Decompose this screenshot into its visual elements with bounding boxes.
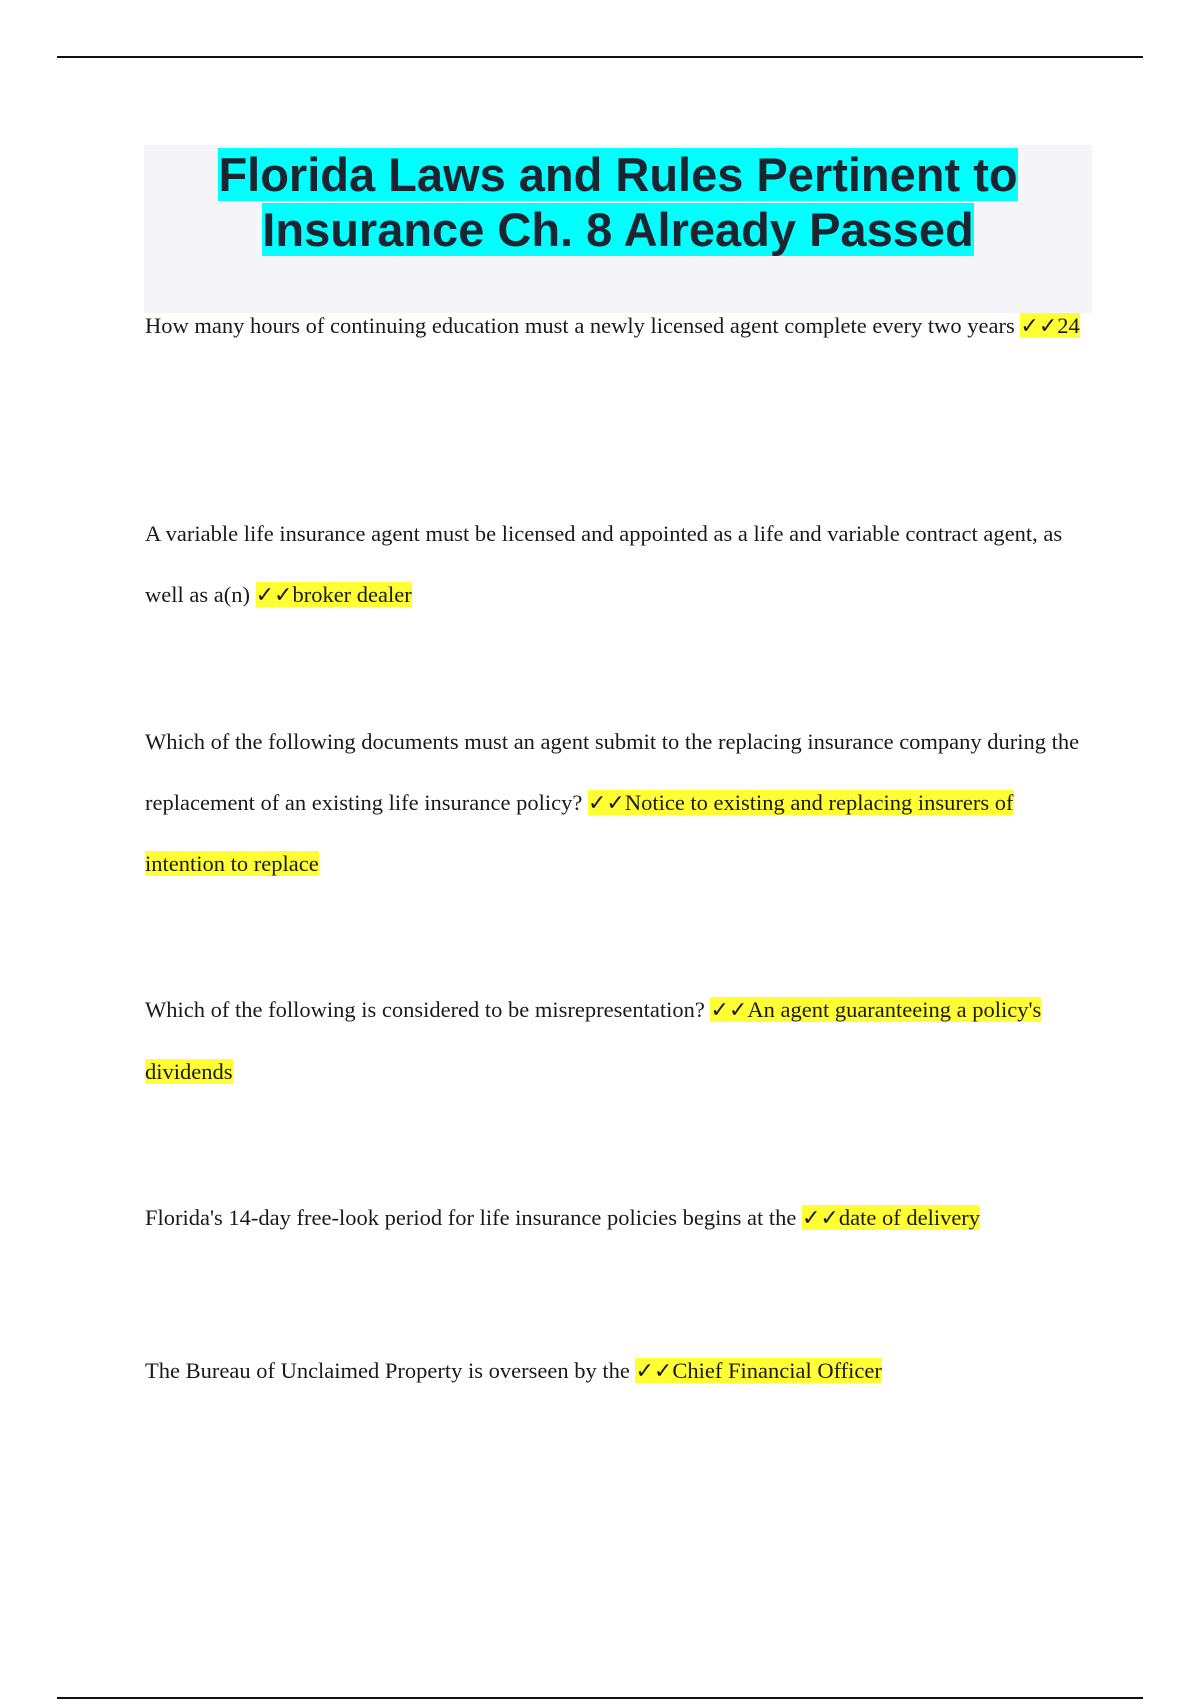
qa-item-1 (145, 296, 1090, 358)
question-text: Which of the following is considered to be misrepresentation? (145, 997, 705, 1022)
double-check-icon: ✓✓ (801, 1206, 839, 1231)
answer-text: An agent guaranteeing a policy's dividends (145, 997, 1042, 1084)
double-check-icon: ✓✓ (635, 1359, 673, 1384)
answer-text: 24 (1057, 313, 1080, 338)
answer-text: Notice to existing and replacing insurers of intention to replace (145, 789, 1014, 876)
qa-item-3 (145, 712, 1090, 895)
answer-highlight (256, 582, 412, 607)
title-block (144, 145, 1092, 313)
answer-highlight (635, 1358, 881, 1383)
answer-text: date of delivery (838, 1205, 981, 1230)
page-title: Florida Laws and Rules Pertinent to Insurance Ch. 8 Already Passed (218, 148, 1018, 256)
top-rule (57, 56, 1143, 58)
qa-item-6 (145, 1341, 1090, 1403)
question-text: Which of the following documents must an agent submit to the replacing insurance company during the replacement of an existing life insurance policy? (145, 729, 1080, 815)
double-check-icon: ✓✓ (255, 582, 293, 608)
double-check-icon: ✓✓ (587, 790, 625, 816)
bottom-rule (57, 1697, 1143, 1699)
question-text: How many hours of continuing education must a newly licensed agent complete every two years (145, 313, 1015, 338)
answer-text: broker dealer (292, 581, 412, 607)
answer-highlight (802, 1205, 980, 1230)
question-text: Florida's 14-day free-look period for life insurance policies begins at the (145, 1205, 797, 1230)
qa-item-5 (145, 1188, 1090, 1250)
answer-highlight (1020, 313, 1079, 338)
double-check-icon: ✓✓ (1020, 314, 1058, 339)
qa-item-2 (145, 504, 1090, 626)
question-text: A variable life insurance agent must be licensed and appointed as a life and variable contract agent, as well as a(n) (145, 521, 1063, 607)
question-text: The Bureau of Unclaimed Property is overseen by the (145, 1358, 630, 1383)
qa-item-4 (145, 980, 1090, 1102)
double-check-icon: ✓✓ (710, 998, 748, 1023)
title-heading (194, 147, 1042, 257)
answer-text: Chief Financial Officer (672, 1358, 882, 1383)
